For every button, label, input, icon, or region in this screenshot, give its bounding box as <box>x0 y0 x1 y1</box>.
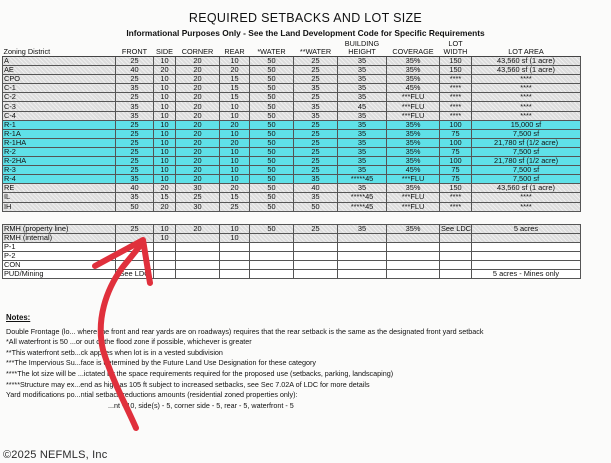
cell-lot-width: 150 <box>440 57 472 66</box>
cell-lot-width: 100 <box>440 138 472 147</box>
cell-corner: 20 <box>176 102 220 111</box>
cell-side: 10 <box>154 75 176 84</box>
cell-coverage: 35% <box>387 157 440 166</box>
cell-front: 25 <box>116 120 154 129</box>
cell-side: 10 <box>154 138 176 147</box>
cell-water: 50 <box>250 57 294 66</box>
cell-lot-width: 150 <box>440 184 472 193</box>
cell-height: 35 <box>338 57 387 66</box>
cell-corner: 25 <box>176 193 220 202</box>
cell-corner: 20 <box>176 93 220 102</box>
cell-coverage: ***FLU <box>387 111 440 120</box>
cell-water2: 35 <box>294 111 338 120</box>
document-subtitle: Informational Purposes Only - See the Land Development Code for Specific Requirements <box>126 28 485 38</box>
cell-water2: 25 <box>294 138 338 147</box>
cell-lot-width: **** <box>440 202 472 211</box>
cell-height: 35 <box>338 184 387 193</box>
cell-rear: 10 <box>220 157 250 166</box>
cell-height: 35 <box>338 147 387 156</box>
cell-water: 50 <box>250 184 294 193</box>
cell-height: *****45 <box>338 193 387 202</box>
document-title: REQUIRED SETBACKS AND LOT SIZE <box>188 11 423 25</box>
cell-front: 35 <box>116 102 154 111</box>
cell-coverage: 35% <box>387 57 440 66</box>
cell-water2: 50 <box>294 202 338 211</box>
cell-lot-width: **** <box>440 75 472 84</box>
cell-lot-width: **** <box>440 193 472 202</box>
cell-zoning-district: C-3 <box>3 102 116 111</box>
cell-lot-area: 43,560 sf (1 acre) <box>472 184 581 193</box>
cell-water: 50 <box>250 84 294 93</box>
cell-lot-width: 100 <box>440 120 472 129</box>
cell-water: 50 <box>250 120 294 129</box>
cell-lot-area: **** <box>472 193 581 202</box>
cell-zoning-district: R-1 <box>3 120 116 129</box>
cell-corner: 30 <box>176 202 220 211</box>
watermark: ©2025 NEFMLS, Inc <box>3 449 108 461</box>
cell-rear: 25 <box>220 202 250 211</box>
cell-coverage: ***FLU <box>387 193 440 202</box>
cell-front: 25 <box>116 129 154 138</box>
cell-height: 35 <box>338 120 387 129</box>
cell-zoning-district: PUD/Mining <box>3 270 116 279</box>
cell-rear: 15 <box>220 75 250 84</box>
cell-water2: 25 <box>294 166 338 175</box>
cell-water2: 35 <box>294 84 338 93</box>
header-zoning: Zoning District <box>3 40 116 57</box>
cell-corner: 20 <box>176 84 220 93</box>
cell-zoning-district: IH <box>3 202 116 211</box>
cell-zoning-district: CPO <box>3 75 116 84</box>
cell-zoning-district: R-2 <box>3 147 116 156</box>
cell-lot-width: 75 <box>440 175 472 184</box>
header-area: LOT AREA <box>472 40 581 57</box>
cell-water2: 35 <box>294 175 338 184</box>
cell-zoning-district: C-1 <box>3 84 116 93</box>
cell-water: 50 <box>250 129 294 138</box>
cell-rear: 10 <box>220 111 250 120</box>
cell-coverage: 35% <box>387 224 440 233</box>
cell-lot-area: **** <box>472 93 581 102</box>
cell-lot-area: 5 acres <box>472 224 581 233</box>
cell-side: 10 <box>154 120 176 129</box>
header-height-bottom: HEIGHT <box>348 47 376 56</box>
cell-corner: 20 <box>176 175 220 184</box>
cell-side: 10 <box>154 224 176 233</box>
cell-water: 50 <box>250 175 294 184</box>
cell-water: 50 <box>250 138 294 147</box>
header-water: *WATER <box>250 40 294 57</box>
cell-water: 50 <box>250 102 294 111</box>
cell-coverage: ***FLU <box>387 93 440 102</box>
cell-height: 35 <box>338 138 387 147</box>
cell-front: 35 <box>116 193 154 202</box>
header-water2: **WATER <box>294 40 338 57</box>
cell-zoning-district: P-1 <box>3 242 116 251</box>
cell-water: 50 <box>250 224 294 233</box>
cell-height: 35 <box>338 224 387 233</box>
cell-corner: 20 <box>176 120 220 129</box>
arrow-shaft <box>101 243 142 428</box>
cell-lot-area: 7,500 sf <box>472 166 581 175</box>
cell-corner: 20 <box>176 138 220 147</box>
cell-height: 35 <box>338 129 387 138</box>
cell-rear: 15 <box>220 193 250 202</box>
cell-lot-area: **** <box>472 75 581 84</box>
cell-corner: 20 <box>176 157 220 166</box>
cell-rear: 20 <box>220 66 250 75</box>
cell-water: 50 <box>250 75 294 84</box>
cell-lot-width: **** <box>440 111 472 120</box>
cell-water2: 25 <box>294 147 338 156</box>
cell-coverage: 35% <box>387 66 440 75</box>
cell-lot-width: 75 <box>440 166 472 175</box>
note-line: ***The Impervious Su...face is determined by the Future Land Use Designation for these category <box>6 358 317 368</box>
cell-water: 50 <box>250 111 294 120</box>
cell-zoning-district: R-4 <box>3 175 116 184</box>
cell-side: 20 <box>154 202 176 211</box>
cell-rear: 10 <box>220 129 250 138</box>
cell-height: *****45 <box>338 175 387 184</box>
cell-lot-width: 150 <box>440 66 472 75</box>
cell-lot-area: **** <box>472 111 581 120</box>
cell-side: 10 <box>154 57 176 66</box>
cell-water2: 25 <box>294 66 338 75</box>
cell-coverage: 45% <box>387 166 440 175</box>
cell-coverage: ***FLU <box>387 175 440 184</box>
note-line: Double Frontage (lo... where the front and rear yards are on roadways) requires that the rear setback is the same as the designated front yard setback <box>6 326 484 336</box>
cell-side: 10 <box>154 233 176 242</box>
cell-rear: 20 <box>220 120 250 129</box>
header-side: SIDE <box>154 40 176 57</box>
cell-water2: 25 <box>294 129 338 138</box>
cell-lot-area: 7,500 sf <box>472 175 581 184</box>
cell-height: 35 <box>338 93 387 102</box>
cell-side: 10 <box>154 166 176 175</box>
cell-front: 25 <box>116 157 154 166</box>
note-line: *****Structure may ex...end as high as 105 ft subject to increased setbacks, see Sec 7.02A of LDC for more details <box>6 379 370 389</box>
header-height-top: BUILDING <box>344 40 380 48</box>
cell-front: 25 <box>116 224 154 233</box>
cell-corner: 30 <box>176 184 220 193</box>
cell-water2: 25 <box>294 57 338 66</box>
cell-coverage: ***FLU <box>387 202 440 211</box>
cell-zoning-district: R-1A <box>3 129 116 138</box>
cell-height: 35 <box>338 111 387 120</box>
cell-water2: 25 <box>294 120 338 129</box>
cell-rear: 10 <box>220 175 250 184</box>
cell-rear: 20 <box>220 138 250 147</box>
cell-coverage: 35% <box>387 184 440 193</box>
cell-front: 50 <box>116 202 154 211</box>
header-rear: REAR <box>220 40 250 57</box>
cell-lot-area: **** <box>472 102 581 111</box>
cell-water2: 25 <box>294 75 338 84</box>
cell-lot-width: **** <box>440 84 472 93</box>
cell-lot-width: See LDC <box>441 224 471 233</box>
cell-rear: 15 <box>220 93 250 102</box>
cell-front: 40 <box>116 66 154 75</box>
cell-front: 35 <box>116 175 154 184</box>
note-line: Yard modifications po...ntial setback reductions amounts (residential zoned properties only): <box>6 390 298 400</box>
cell-water2: 25 <box>294 157 338 166</box>
cell-coverage: 45% <box>387 84 440 93</box>
cell-front: 25 <box>116 75 154 84</box>
cell-water2: 35 <box>294 102 338 111</box>
cell-lot-area: 21,780 sf (1/2 acre) <box>472 157 581 166</box>
cell-corner: 20 <box>176 129 220 138</box>
cell-height: 35 <box>338 75 387 84</box>
header-front: FRONT <box>116 40 154 57</box>
cell-coverage: 35% <box>387 75 440 84</box>
cell-lot-width: **** <box>440 102 472 111</box>
cell-lot-area: 7,500 sf <box>472 147 581 156</box>
cell-front: 25 <box>116 166 154 175</box>
cell-zoning-district: A <box>3 57 116 66</box>
note-line: ****The lot size will be ...ictated by the space requirements required for the proposed use (setbacks, parking, landscaping) <box>6 368 394 378</box>
cell-lot-width: 100 <box>440 157 472 166</box>
cell-lot-area: 5 acres - Mines only <box>472 270 581 279</box>
cell-rear: 10 <box>220 147 250 156</box>
cell-height: 35 <box>338 84 387 93</box>
cell-lot-area: 21,780 sf (1/2 acre) <box>472 138 581 147</box>
cell-water: 50 <box>250 93 294 102</box>
cell-front: 25 <box>116 57 154 66</box>
cell-water: 50 <box>250 193 294 202</box>
cell-front: 25 <box>116 93 154 102</box>
cell-front: See LDC <box>116 270 154 279</box>
cell-corner: 20 <box>176 147 220 156</box>
cell-zoning-district: R-2HA <box>3 157 116 166</box>
cell-zoning-district: P-2 <box>3 251 116 260</box>
header-width-top: LOT <box>448 40 463 48</box>
cell-coverage: 35% <box>387 147 440 156</box>
cell-rear: 10 <box>220 224 250 233</box>
cell-zoning-district: R-1HA <box>3 138 116 147</box>
cell-front: 40 <box>116 184 154 193</box>
cell-front: 35 <box>116 111 154 120</box>
cell-coverage: ***FLU <box>387 102 440 111</box>
cell-zoning-district: RE <box>3 184 116 193</box>
cell-corner: 20 <box>176 66 220 75</box>
cell-height: 35 <box>338 157 387 166</box>
cell-corner: 20 <box>176 111 220 120</box>
cell-lot-area: **** <box>472 84 581 93</box>
cell-rear: 20 <box>220 184 250 193</box>
cell-corner: 20 <box>176 224 220 233</box>
cell-lot-area: 43,560 sf (1 acre) <box>472 57 581 66</box>
cell-coverage: 35% <box>387 138 440 147</box>
cell-water2: 35 <box>294 193 338 202</box>
cell-lot-width: 75 <box>440 147 472 156</box>
cell-lot-area: 15,000 sf <box>472 120 581 129</box>
cell-coverage: 35% <box>387 120 440 129</box>
cell-water: 50 <box>250 147 294 156</box>
notes-heading: Notes: <box>6 313 31 322</box>
cell-side: 10 <box>154 157 176 166</box>
cell-side: 10 <box>154 147 176 156</box>
cell-side: 20 <box>154 184 176 193</box>
cell-water2: 25 <box>294 224 338 233</box>
cell-zoning-district: RMH (internal) <box>3 233 116 242</box>
cell-rear: 10 <box>220 166 250 175</box>
cell-water2: 25 <box>294 93 338 102</box>
cell-front: 25 <box>116 138 154 147</box>
cell-lot-area: 7,500 sf <box>472 129 581 138</box>
cell-corner: 20 <box>176 57 220 66</box>
cell-height: 45 <box>338 102 387 111</box>
cell-rear: 10 <box>220 57 250 66</box>
cell-corner: 20 <box>176 166 220 175</box>
cell-height: *****45 <box>338 202 387 211</box>
cell-zoning-district: CON <box>3 260 116 269</box>
cell-water: 50 <box>250 157 294 166</box>
cell-water: 50 <box>250 166 294 175</box>
header-coverage: COVERAGE <box>387 40 440 57</box>
cell-lot-width: 75 <box>440 129 472 138</box>
cell-rear: 10 <box>220 233 250 242</box>
cell-zoning-district: C-4 <box>3 111 116 120</box>
cell-side: 10 <box>154 175 176 184</box>
cell-height: 35 <box>338 66 387 75</box>
cell-lot-area: **** <box>472 202 581 211</box>
cell-side: 10 <box>154 111 176 120</box>
cell-side: 10 <box>154 102 176 111</box>
note-line: *All waterfront is 50 ...or out of the flood zone if possible, whichever is greater <box>6 337 252 347</box>
cell-side: 15 <box>154 193 176 202</box>
cell-zoning-district: C-2 <box>3 93 116 102</box>
cell-lot-area: 43,560 sf (1 acre) <box>472 66 581 75</box>
cell-water: 50 <box>250 202 294 211</box>
cell-side: 20 <box>154 66 176 75</box>
cell-lot-width: **** <box>440 93 472 102</box>
cell-front: 25 <box>116 147 154 156</box>
cell-rear: 10 <box>220 102 250 111</box>
cell-zoning-district: R-3 <box>3 166 116 175</box>
header-width-bottom: WIDTH <box>443 47 468 56</box>
cell-front: 35 <box>116 84 154 93</box>
cell-zoning-district: IL <box>3 193 116 202</box>
arrow-head <box>95 240 150 283</box>
cell-corner: 20 <box>176 75 220 84</box>
cell-side: 10 <box>154 93 176 102</box>
note-line: **This waterfront setb...ck applies when lot is in a vested subdivision <box>6 347 223 357</box>
cell-side: 10 <box>154 129 176 138</box>
cell-coverage: 35% <box>387 129 440 138</box>
cell-water2: 40 <box>294 184 338 193</box>
header-corner: CORNER <box>176 40 220 57</box>
cell-zoning-district: AE <box>3 66 116 75</box>
cell-rear: 15 <box>220 84 250 93</box>
note-line: ...nt - 10, side(s) - 5, corner side - 5, rear - 5, waterfront - 5 <box>108 400 294 410</box>
cell-zoning-district: RMH (property line) <box>3 224 116 233</box>
cell-water: 50 <box>250 66 294 75</box>
cell-side: 10 <box>154 84 176 93</box>
cell-height: 35 <box>338 166 387 175</box>
